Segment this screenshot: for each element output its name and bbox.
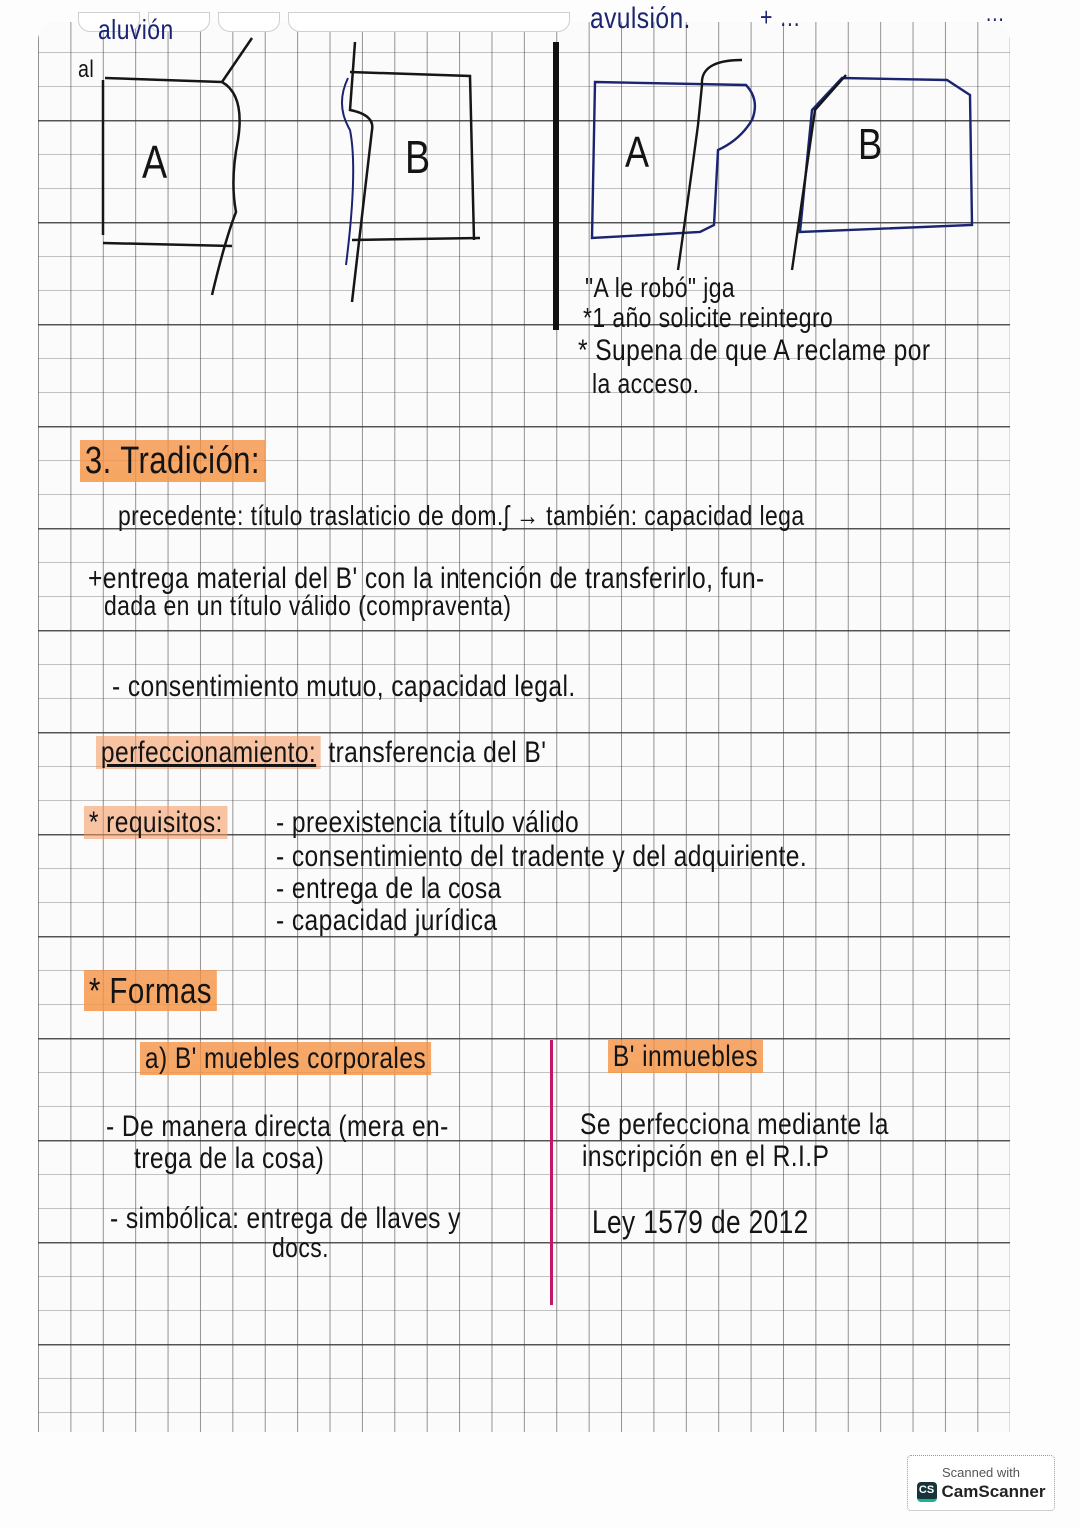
entrega-line: +entrega material del B' con la intención de transferirlo, fun- <box>88 562 765 595</box>
requisito-item: - capacidad jurídica <box>276 904 498 937</box>
requisito-item: - consentimiento del tradente y del adquiriente. <box>276 840 808 873</box>
entrega-line-cont: dada en un título válido (compraventa) <box>104 590 512 621</box>
watermark-brand-row <box>917 1482 1046 1502</box>
avulsion-note: * Supena de que A reclame por <box>578 334 931 367</box>
side-label: al <box>78 56 95 83</box>
perfeccionamiento-text: transferencia del B' <box>328 736 547 769</box>
requisito-item: - entrega de la cosa <box>276 872 502 905</box>
mueble-item: - De manera directa (mera en- <box>106 1110 449 1143</box>
watermark-line1: Scanned with <box>941 1464 1021 1480</box>
mueble-item: trega de la cosa) <box>134 1142 325 1175</box>
parcel-a-label: A <box>142 136 168 188</box>
parcel-b-label: B <box>405 131 431 183</box>
mueble-item: - simbólica: entrega de llaves y <box>110 1202 461 1235</box>
parcel-a-label: A <box>625 128 650 177</box>
formas-divider <box>550 1040 553 1305</box>
consentimiento-line: - consentimiento mutuo, capacidad legal. <box>112 670 576 703</box>
camscanner-logo-icon: CS <box>917 1482 937 1502</box>
inmuebles-heading: B' inmuebles <box>608 1040 763 1074</box>
perfeccionamiento-row <box>96 736 546 770</box>
mueble-item: docs. <box>272 1232 329 1263</box>
avulsion-title: avulsión. <box>590 2 691 35</box>
avulsion-title-tail: … <box>985 0 1006 27</box>
precedente-line: precedente: título traslaticio de dom.ʃ → también: capacidad lega <box>118 500 805 531</box>
camscanner-watermark <box>907 1455 1055 1511</box>
inmueble-item: inscripción en el R.I.P <box>582 1140 830 1173</box>
inmueble-item: Ley 1579 de 2012 <box>592 1204 809 1240</box>
avulsion-note: *1 año solicite reintegro <box>583 302 834 333</box>
parcel-b-label: B <box>858 120 883 169</box>
perfeccionamiento-label: perfeccionamiento: <box>96 736 321 769</box>
avulsion-title-extra: + … <box>760 2 801 32</box>
requisitos-label: * requisitos: <box>84 806 228 840</box>
formas-label: * Formas <box>84 970 217 1012</box>
requisito-item: - preexistencia título válido <box>276 806 580 839</box>
avulsion-note: la acceso. <box>592 368 700 399</box>
watermark-brand: CamScanner <box>941 1481 1046 1501</box>
muebles-heading: a) B' muebles corporales <box>140 1042 431 1076</box>
section-heading: 3. Tradición: <box>80 440 265 483</box>
inmueble-item: Se perfecciona mediante la <box>580 1108 889 1141</box>
aluvion-title: aluvión <box>98 14 174 45</box>
avulsion-note: "A le robó" jga <box>585 272 736 303</box>
